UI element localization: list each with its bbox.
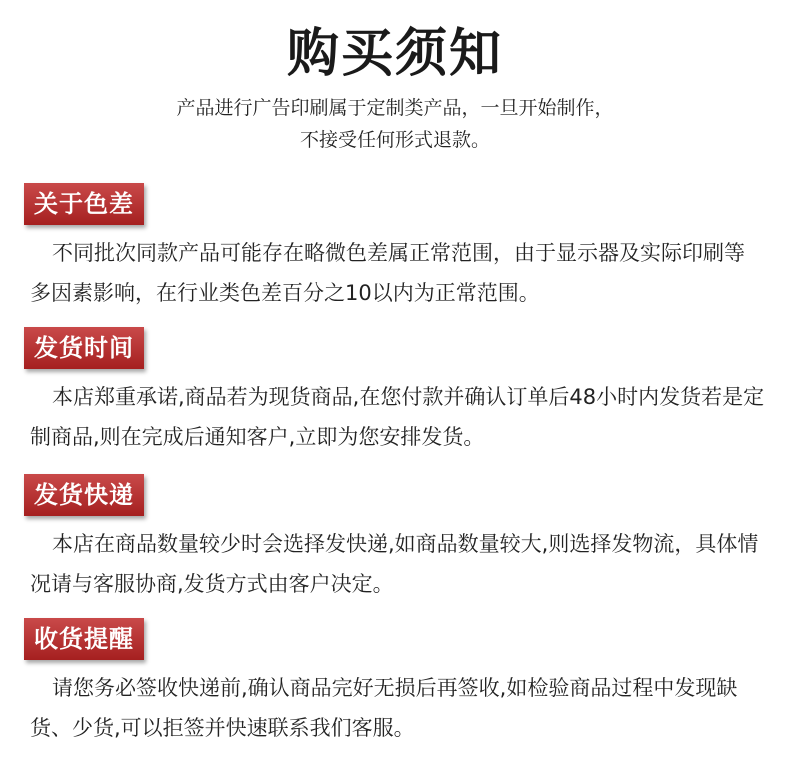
section-text-receipt-reminder	[30, 668, 765, 748]
section-text-shipping-time	[30, 377, 765, 457]
section-tag-receipt-reminder: 收货提醒	[24, 618, 144, 660]
section-tag-shipping-express: 发货快递	[24, 474, 144, 516]
notice-line-2: 不接受任何形式退款。	[299, 129, 490, 151]
section-text: 请您务必签收快递前,确认商品完好无损后再签收,如检验商品过程中发现缺货、少货,可以拒签并快速联系我们客服。	[30, 676, 738, 740]
section-text-shipping-express	[30, 524, 765, 604]
section-text: 本店郑重承诺,商品若为现货商品,在您付款并确认订单后48小时内发货若是定制商品,则在完成后通知客户,立即为您安排发货。	[30, 385, 765, 449]
section-text-color-difference	[30, 233, 765, 313]
section-tag-color-difference: 关于色差	[24, 183, 144, 225]
section-tag-shipping-time: 发货时间	[24, 327, 144, 369]
section-text: 本店在商品数量较少时会选择发快递,如商品数量较大,则选择发物流，具体情况请与客服协商,发货方式由客户决定。	[30, 532, 759, 596]
page-title: 购买须知	[286, 24, 503, 84]
section-text: 不同批次同款产品可能存在略微色差属正常范围，由于显示器及实际印刷等多因素影响，在行业类色差百分之10以内为正常范围。	[30, 241, 745, 305]
notice-line-1: 产品进行广告印刷属于定制类产品，一旦开始制作，	[176, 97, 614, 119]
